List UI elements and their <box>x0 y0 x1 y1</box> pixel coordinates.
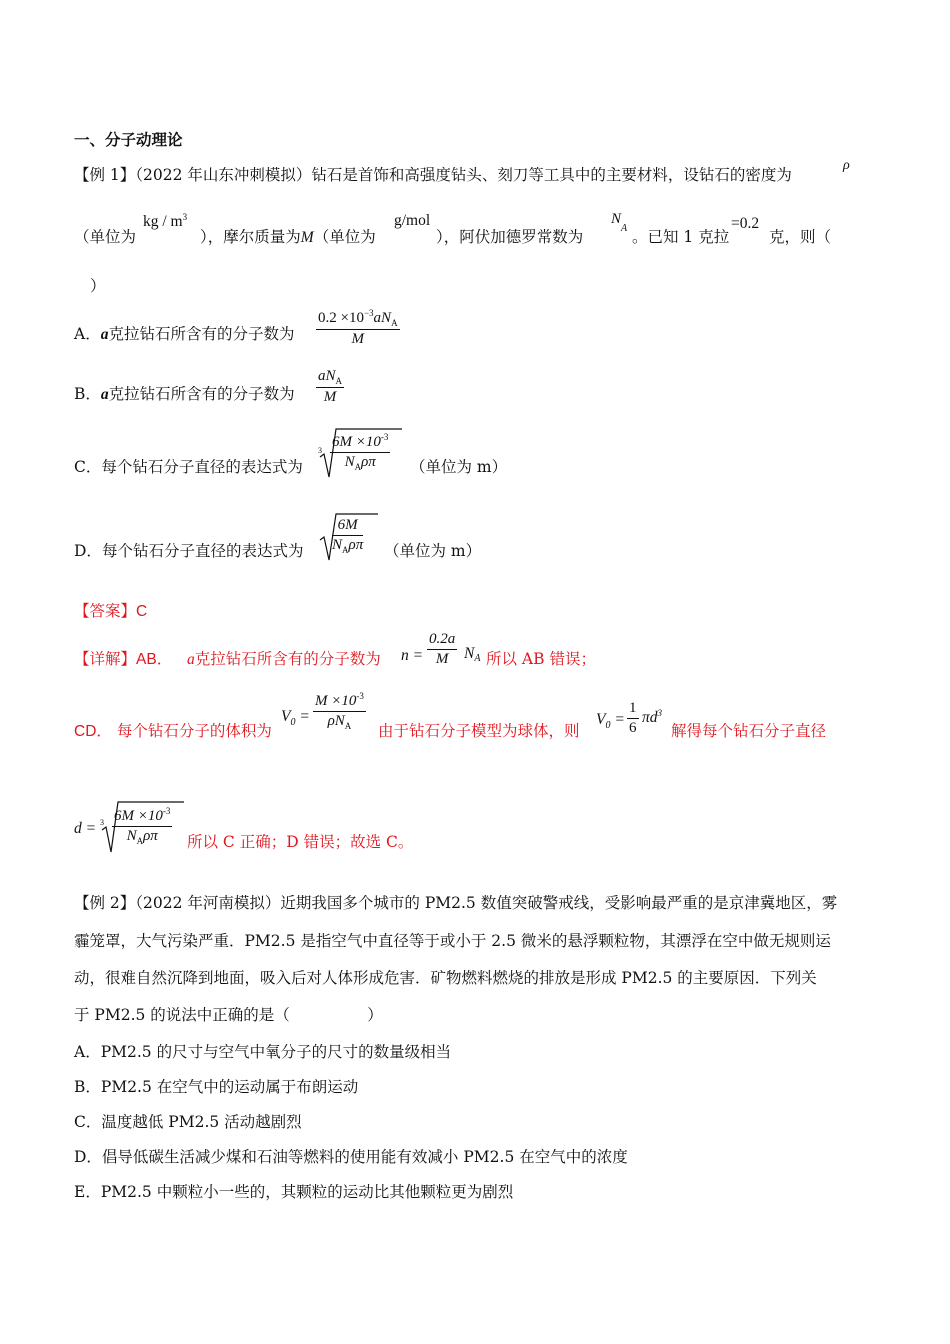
detail-conclusion: 所以 C 正确；D 错误；故选 C。 <box>187 833 414 851</box>
unit-gmol: g/mol <box>394 212 431 229</box>
example-1-label: 【例 1】 <box>74 166 136 184</box>
answer-value: C <box>136 603 148 620</box>
unit-kg-m3: kg / $m^3$ <box>143 212 188 231</box>
example-2-line-2: 霾笼罩，大气污染严重．PM2.5 是指空气中直径等于或小于 2.5 微米的悬浮颗粒物，其漂浮在空中做无规则运 <box>74 932 831 950</box>
detail-cd-model-text: 由于钻石分子模型为球体，则 <box>378 722 580 740</box>
option-a-fraction: $0.2 \times 10^{-3}aN_A$ M <box>318 308 398 347</box>
detail-n-fraction: $\frac{0.2a}{M}$ <box>429 631 456 667</box>
density-symbol: ρ <box>843 158 850 173</box>
detail-v0-symbol: $V_0$ = <box>281 708 310 728</box>
example-2-line-1: 【例 2】（2022 年河南模拟）近期我国多个城市的 PM2.5 数值突破警戒线，受影响最严重的是京津冀地区，雾 <box>74 894 838 912</box>
molar-mass-text: ），摩尔质量为M（单位为 <box>200 228 376 246</box>
detail-d-symbol: d = <box>74 820 97 837</box>
example-2-option-a: A．PM2.5 的尺寸与空气中氧分子的尺寸的数量级相当 <box>74 1043 452 1061</box>
option-c: C．每个钻石分子直径的表达式为 <box>74 458 303 476</box>
option-b-fraction: $aN_A$ M <box>318 368 343 405</box>
option-c-fraction: $6M \times 10^{-3}$ $N_A\rho\pi$ <box>332 432 389 472</box>
detail-sphere-v0: $V_0$ = <box>596 711 625 731</box>
detail-ab-end: 所以 AB 错误； <box>486 650 596 668</box>
option-c-unit: （单位为 m） <box>410 458 508 476</box>
detail-cd-line: CD． 每个钻石分子的体积为 <box>74 722 272 740</box>
option-d-fraction: 6M $N_A\rho\pi$ <box>332 517 364 555</box>
option-d-unit: （单位为 m） <box>384 542 482 560</box>
carat-value: =0.2 <box>731 215 760 232</box>
example-2-label: 【例 2】 <box>74 894 136 912</box>
detail-cd-solve-text: 解得每个钻石分子直径 <box>671 722 827 740</box>
answer-label: 【答案】 <box>74 602 137 620</box>
detail-sphere-fraction: $\frac{1}{6}$ <box>629 700 637 736</box>
then-text: 克，则（ <box>769 228 832 246</box>
answer <box>74 599 147 621</box>
detail-sphere-tail: $\pi d^3$ <box>642 708 663 727</box>
avogadro-text: ），阿伏加德罗常数为 <box>436 228 584 246</box>
example-2-line-3: 动，很难自然沉降到地面，吸入后对人体形成危害．矿物燃料燃烧的排放是形成 PM2.5 的主要原因．下列关 <box>74 969 817 987</box>
option-d: D．每个钻石分子直径的表达式为 <box>74 542 304 560</box>
option-b: B．a克拉钻石所含有的分子数为 <box>74 385 295 403</box>
bracket-close: ） <box>90 277 106 295</box>
detail-d-root-index: 3 <box>100 818 104 827</box>
option-a: A．a克拉钻石所含有的分子数为 <box>74 325 295 343</box>
example-2-option-e: E．PM2.5 中颗粒小一些的，其颗粒的运动比其他颗粒更为剧烈 <box>74 1183 514 1201</box>
example-2-option-b: B．PM2.5 在空气中的运动属于布朗运动 <box>74 1078 359 1096</box>
example-2-option-c: C．温度越低 PM2.5 活动越剧烈 <box>74 1113 302 1131</box>
section-title: 一、分子动理论 <box>74 131 183 149</box>
example-1-stem-text: （2022 年山东冲刺模拟）钻石是首饰和高强度钻头、刻刀等工具中的主要材料，设钻石的密度为 <box>135 166 792 184</box>
unit-open-text: （单位为 <box>74 228 137 246</box>
carat-text: 。已知 1 克拉 <box>632 228 730 246</box>
avogadro-symbol: $N_A$ <box>611 211 628 234</box>
example-2-line-4: 于 PM2.5 的说法中正确的是（ ） <box>74 1006 383 1024</box>
detail-ab-line: 【详解】AB． a克拉钻石所含有的分子数为 <box>74 650 381 668</box>
example-2-option-d: D．倡导低碳生活减少煤和石油等燃料的使用能有效减小 PM2.5 在空气中的浓度 <box>74 1148 628 1166</box>
detail-n-tail: NA <box>464 645 481 664</box>
detail-n-symbol: n = <box>401 647 424 664</box>
option-c-root-index: 3 <box>318 446 322 455</box>
example-1-stem-line-1 <box>74 163 792 185</box>
detail-d-fraction: $6M \times 10^{-3}$ $N_A\rho\pi$ <box>114 806 171 846</box>
detail-volume-fraction: $M \times 10^{-3}$ $\rho N_A$ <box>315 691 364 731</box>
